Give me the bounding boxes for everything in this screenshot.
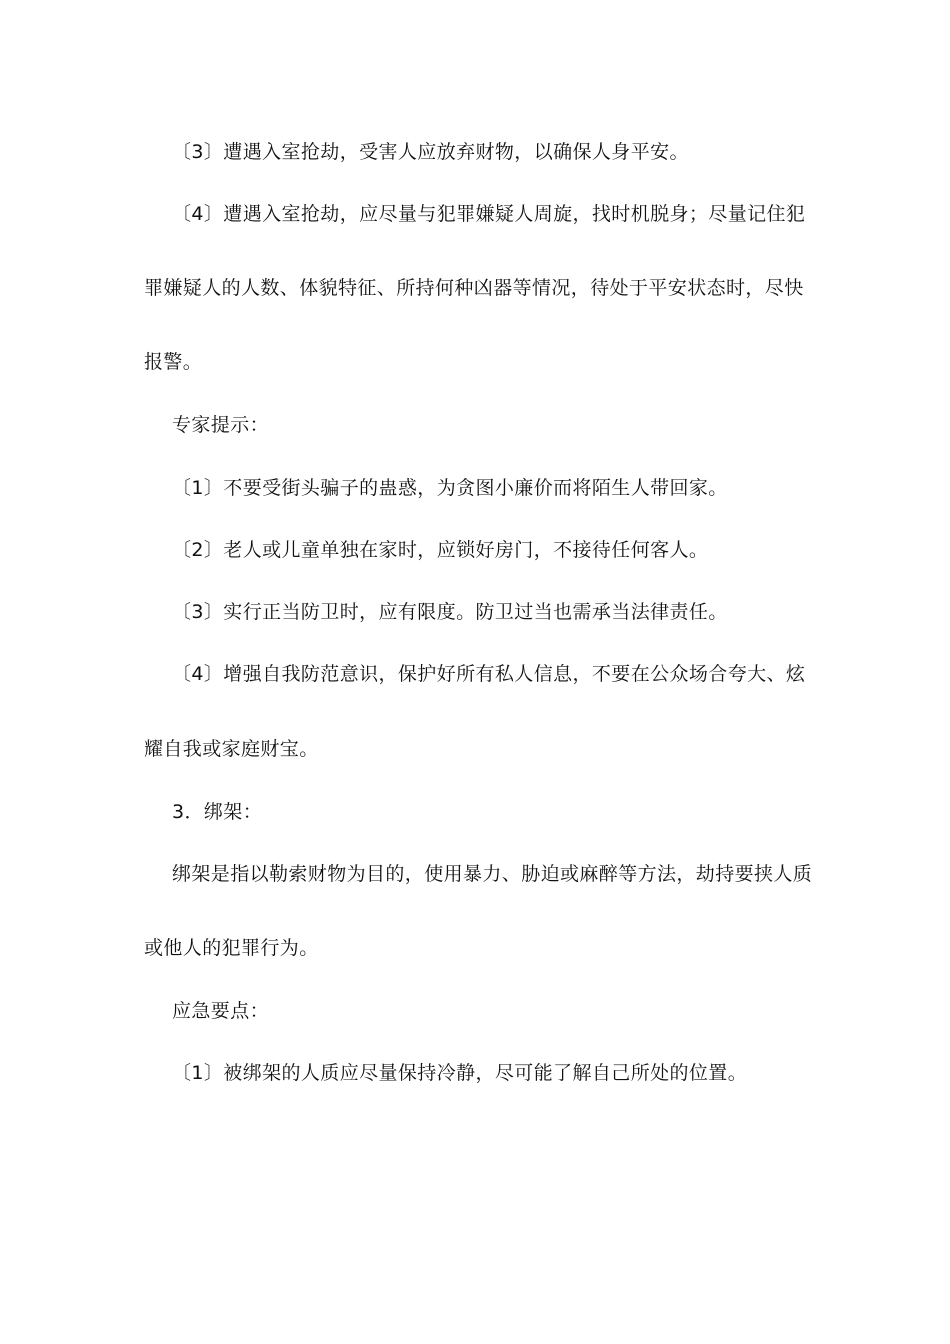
paragraph-line: 〔3〕实行正当防卫时，应有限度。防卫过当也需承当法律责任。 — [172, 601, 728, 623]
paragraph-line: 耀自我或家庭财宝。 — [144, 738, 319, 760]
paragraph-line: 〔4〕增强自我防范意识，保护好所有私人信息，不要在公众场合夸大、炫 — [172, 663, 806, 685]
paragraph-line: 罪嫌疑人的人数、体貌特征、所持何种凶器等情况，待处于平安状态时，尽快 — [144, 277, 804, 299]
section-heading: 应急要点： — [172, 1000, 270, 1022]
paragraph-line: 〔4〕遭遇入室抢劫，应尽量与犯罪嫌疑人周旋，找时机脱身；尽量记住犯 — [172, 203, 806, 225]
paragraph-line: 或他人的犯罪行为。 — [144, 937, 319, 959]
paragraph-line: 〔2〕老人或儿童单独在家时，应锁好房门，不接待任何客人。 — [172, 539, 709, 561]
paragraph-line: 绑架是指以勒索财物为目的，使用暴力、胁迫或麻醉等方法，劫持要挟人质 — [172, 863, 813, 885]
paragraph-line: 报警。 — [144, 351, 203, 373]
paragraph-line: 〔1〕被绑架的人质应尽量保持冷静，尽可能了解自己所处的位置。 — [172, 1062, 748, 1084]
section-heading: 专家提示： — [172, 414, 270, 436]
paragraph-line: 〔1〕不要受街头骗子的蛊惑，为贪图小廉价而将陌生人带回家。 — [172, 477, 728, 499]
paragraph-line: 〔3〕遭遇入室抢劫，受害人应放弃财物，以确保人身平安。 — [172, 141, 689, 163]
section-heading: 3．绑架： — [172, 801, 263, 823]
